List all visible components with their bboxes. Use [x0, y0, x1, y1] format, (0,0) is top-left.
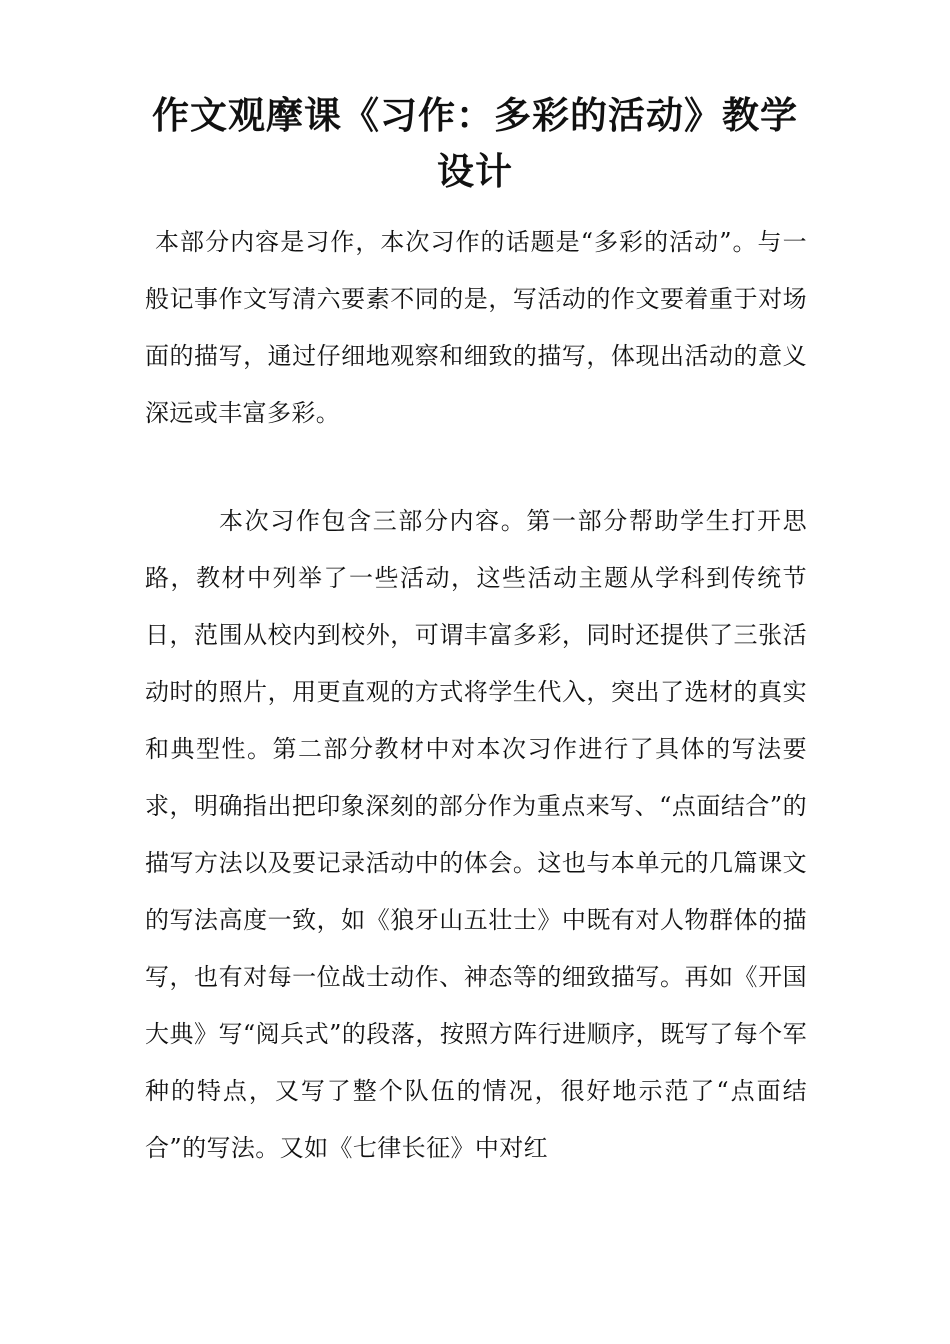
paragraph-content-overview: 本次习作包含三部分内容。第一部分帮助学生打开思路，教材中列举了一些活动，这些活动主题从学科到传统节日，范围从校内到校外，可谓丰富多彩，同时还提供了三张活动时的照片，用更直观的方式将学生代入，突出了选材的真实和典型性。第二部分教材中对本次习作进行了具体的写法要求，明确指出把印象深刻的部分作为重点来写、“点面结合”的描写方法以及要记录活动中的体会。这也与本单元的几篇课文的写法高度一致，如《狼牙山五壮士》中既有对人物群体的描写，也有对每一位战士动作、神态等的细致描写。再如《开国大典》写“阅兵式”的段落，按照方阵行进顺序，既写了每个军种的特点，又写了整个队伍的情况，很好地示范了“点面结合”的写法。又如《七律长征》中对红 — [145, 507, 807, 1162]
document-title: 作文观摩课《习作：多彩的活动》教学设计 — [152, 94, 798, 193]
paragraph-intro: 本部分内容是习作，本次习作的话题是“多彩的活动”。与一般记事作文写清六要素不同的是，写活动的作文要着重于对场面的描写，通过仔细地观察和细致的描写，体现出活动的意义深远或丰富多彩。 — [145, 228, 807, 427]
